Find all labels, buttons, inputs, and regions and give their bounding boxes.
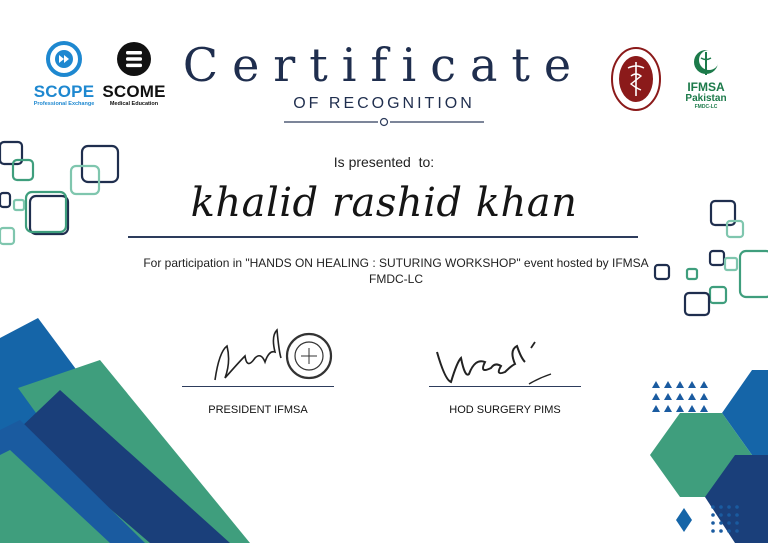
recipient-name: khalid rashid khan	[190, 180, 578, 226]
ifmsa-chapter: FMDC-LC	[694, 104, 718, 110]
scope-tagline: Professional Exchange	[33, 101, 95, 107]
president-label: PRESIDENT IFMSA	[208, 404, 308, 416]
hod-signature-area	[435, 340, 555, 390]
ifmsa-name: IFMSA	[687, 80, 725, 94]
hod-signature	[435, 340, 555, 390]
president-signature-area	[205, 322, 345, 388]
scome-name: SCOME	[102, 82, 166, 101]
subtitle-ornament	[284, 119, 484, 126]
participation-description: For participation in "HANDS ON HEALING : SUTURING WORKSHOP" event hosted by IFMSA FMDC-LC	[143, 256, 649, 286]
presented-to-text: Is presented to:	[333, 154, 435, 170]
president-signature-line	[182, 386, 334, 387]
certificate-title: Certificate	[182, 38, 586, 92]
ifmsa-country: Pakistan	[685, 93, 727, 104]
certificate-subtitle: OF RECOGNITION	[293, 95, 475, 112]
recipient-underline	[128, 236, 638, 238]
hod-signature-line	[429, 386, 581, 387]
scope-name: SCOPE	[33, 82, 95, 101]
hod-label: HOD SURGERY PIMS	[449, 404, 561, 416]
president-signature	[205, 322, 345, 388]
scome-tagline: Medical Education	[109, 101, 159, 107]
triangle-pattern	[652, 381, 708, 412]
